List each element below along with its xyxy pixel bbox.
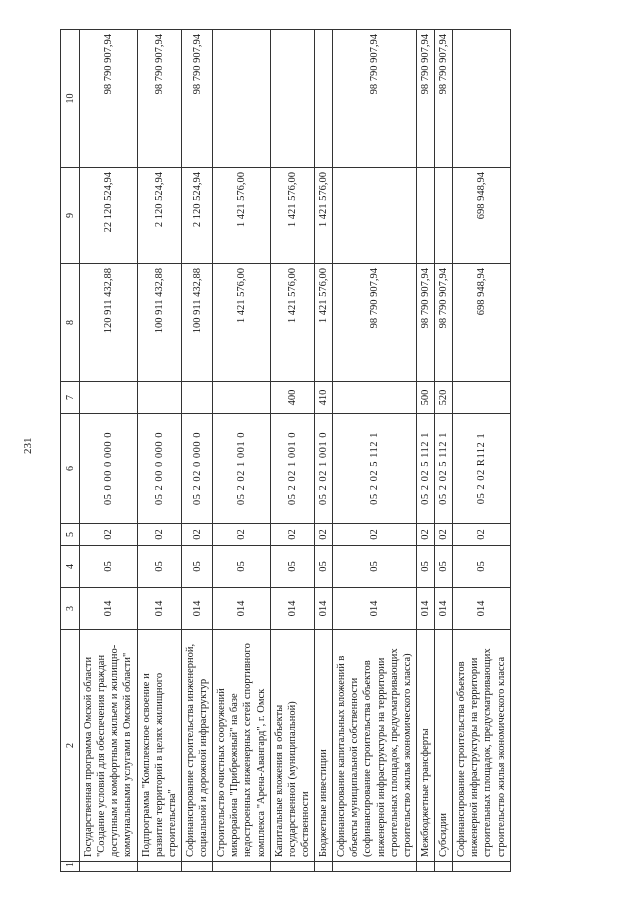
cell-grbs: 014 — [80, 588, 138, 630]
cell-grbs: 014 — [181, 588, 212, 630]
cell-pr: 02 — [435, 524, 453, 546]
cell-sum-9: 1 421 576,00 — [270, 168, 314, 264]
cell-name: Государственная программа Омской области "Создание условий для обеспечения граждан доступным и комфортным жильем и жилищно-коммунальными услугами в Омской области" — [80, 630, 138, 862]
col-header: 6 — [61, 414, 80, 524]
cell-sum-9 — [333, 168, 417, 264]
cell-empty — [315, 862, 333, 872]
cell-pr: 02 — [333, 524, 417, 546]
table-row — [453, 30, 511, 872]
table-row — [181, 30, 212, 872]
cell-grbs: 014 — [453, 588, 511, 630]
cell-sum-9 — [416, 168, 434, 264]
table-row — [213, 30, 271, 872]
cell-pr: 02 — [270, 524, 314, 546]
cell-pr: 02 — [213, 524, 271, 546]
col-header: 5 — [61, 524, 80, 546]
col-header: 4 — [61, 546, 80, 588]
header-row — [61, 30, 80, 872]
cell-pr: 02 — [416, 524, 434, 546]
cell-rz: 05 — [137, 546, 181, 588]
cell-pr: 02 — [181, 524, 212, 546]
cell-sum-9: 698 948,94 — [453, 168, 511, 264]
cell-grbs: 014 — [137, 588, 181, 630]
cell-sum-10 — [453, 30, 511, 168]
cell-pr: 02 — [453, 524, 511, 546]
table-row — [333, 30, 417, 872]
cell-csr: 05 2 02 0 000 0 — [181, 414, 212, 524]
cell-vr — [181, 382, 212, 414]
cell-grbs: 014 — [416, 588, 434, 630]
cell-rz: 05 — [453, 546, 511, 588]
cell-sum-10: 98 790 907,94 — [435, 30, 453, 168]
cell-name: Межбюджетные трансферты — [416, 630, 434, 862]
cell-csr: 05 2 00 0 000 0 — [137, 414, 181, 524]
cell-sum-total: 98 790 907,94 — [333, 264, 417, 382]
cell-pr: 02 — [137, 524, 181, 546]
cell-sum-total: 698 948,94 — [453, 264, 511, 382]
cell-csr: 05 2 02 5 112 1 — [435, 414, 453, 524]
page-number: 231 — [22, 437, 34, 454]
cell-sum-total: 98 790 907,94 — [416, 264, 434, 382]
col-header: 10 — [61, 30, 80, 168]
cell-sum-10 — [270, 30, 314, 168]
cell-rz: 05 — [315, 546, 333, 588]
cell-sum-9: 2 120 524,94 — [181, 168, 212, 264]
table-row — [315, 30, 333, 872]
cell-vr — [453, 382, 511, 414]
cell-name: Субсидии — [435, 630, 453, 862]
cell-vr: 500 — [416, 382, 434, 414]
cell-empty — [181, 862, 212, 872]
document-page — [60, 30, 507, 872]
cell-vr: 410 — [315, 382, 333, 414]
cell-sum-total: 1 421 576,00 — [270, 264, 314, 382]
cell-sum-9: 2 120 524,94 — [137, 168, 181, 264]
cell-rz: 05 — [435, 546, 453, 588]
cell-sum-total: 98 790 907,94 — [435, 264, 453, 382]
cell-grbs: 014 — [213, 588, 271, 630]
cell-sum-total: 100 911 432,88 — [181, 264, 212, 382]
cell-rz: 05 — [270, 546, 314, 588]
cell-rz: 05 — [213, 546, 271, 588]
cell-sum-10: 98 790 907,94 — [137, 30, 181, 168]
cell-sum-10: 98 790 907,94 — [333, 30, 417, 168]
cell-vr: 400 — [270, 382, 314, 414]
cell-sum-9: 22 120 524,94 — [80, 168, 138, 264]
cell-sum-total: 100 911 432,88 — [137, 264, 181, 382]
cell-grbs: 014 — [315, 588, 333, 630]
budget-table — [60, 29, 511, 872]
cell-empty — [453, 862, 511, 872]
table-row — [137, 30, 181, 872]
cell-vr: 520 — [435, 382, 453, 414]
cell-vr — [137, 382, 181, 414]
cell-csr: 05 2 02 5 112 1 — [333, 414, 417, 524]
cell-empty — [416, 862, 434, 872]
cell-empty — [80, 862, 138, 872]
cell-empty — [213, 862, 271, 872]
cell-rz: 05 — [80, 546, 138, 588]
col-header: 9 — [61, 168, 80, 264]
col-header: 8 — [61, 264, 80, 382]
cell-pr: 02 — [315, 524, 333, 546]
cell-sum-total: 1 421 576,00 — [213, 264, 271, 382]
cell-csr: 05 0 00 0 000 0 — [80, 414, 138, 524]
cell-name: Софинансирование строительства инженерной, социальной и дорожной инфраструктур — [181, 630, 212, 862]
cell-name: Капитальные вложения в объекты государственной (муниципальной) собственности — [270, 630, 314, 862]
col-header: 7 — [61, 382, 80, 414]
cell-grbs: 014 — [270, 588, 314, 630]
cell-sum-total: 120 911 432,88 — [80, 264, 138, 382]
cell-rz: 05 — [181, 546, 212, 588]
table-row — [80, 30, 138, 872]
cell-csr: 05 2 02 5 112 1 — [416, 414, 434, 524]
cell-name: Строительство очистных сооружений микрорайона "Прибрежный" на базе недостроенных инженерных сетей спортивного комплекса "Арена-Авангард", г. Омск — [213, 630, 271, 862]
cell-sum-10: 98 790 907,94 — [80, 30, 138, 168]
cell-grbs: 014 — [333, 588, 417, 630]
cell-empty — [137, 862, 181, 872]
cell-sum-total: 1 421 576,00 — [315, 264, 333, 382]
cell-sum-10 — [213, 30, 271, 168]
table-row — [270, 30, 314, 872]
cell-name: Бюджетные инвестиции — [315, 630, 333, 862]
cell-grbs: 014 — [435, 588, 453, 630]
cell-rz: 05 — [333, 546, 417, 588]
table-row — [416, 30, 434, 872]
cell-pr: 02 — [80, 524, 138, 546]
cell-csr: 05 2 02 1 001 0 — [270, 414, 314, 524]
col-header: 1 — [61, 862, 80, 872]
cell-name: Софинансирование строительства объектов инженерной инфраструктуры на территории строительных площадок, предусматривающих строительство жилья экономического класса — [453, 630, 511, 862]
cell-vr — [333, 382, 417, 414]
cell-empty — [435, 862, 453, 872]
cell-name: Софинансирование капитальных вложений в объекты муниципальной собственности (софинансирование строительства объектов инженерной инфраструктуры на территории строительных площадок, предусматривающих строительство жилья экономического класса) — [333, 630, 417, 862]
cell-csr: 05 2 02 1 001 0 — [315, 414, 333, 524]
cell-name: Подпрограмма "Комплексное освоение и развитие территорий в целях жилищного строительства" — [137, 630, 181, 862]
cell-csr: 05 2 02 R112 1 — [453, 414, 511, 524]
cell-sum-10 — [315, 30, 333, 168]
cell-sum-9 — [435, 168, 453, 264]
cell-csr: 05 2 02 1 001 0 — [213, 414, 271, 524]
cell-vr — [80, 382, 138, 414]
col-header: 3 — [61, 588, 80, 630]
cell-rz: 05 — [416, 546, 434, 588]
table-row — [435, 30, 453, 872]
col-header: 2 — [61, 630, 80, 862]
cell-empty — [270, 862, 314, 872]
cell-sum-10: 98 790 907,94 — [181, 30, 212, 168]
cell-sum-10: 98 790 907,94 — [416, 30, 434, 168]
cell-vr — [213, 382, 271, 414]
cell-sum-9: 1 421 576,00 — [315, 168, 333, 264]
cell-sum-9: 1 421 576,00 — [213, 168, 271, 264]
cell-empty — [333, 862, 417, 872]
